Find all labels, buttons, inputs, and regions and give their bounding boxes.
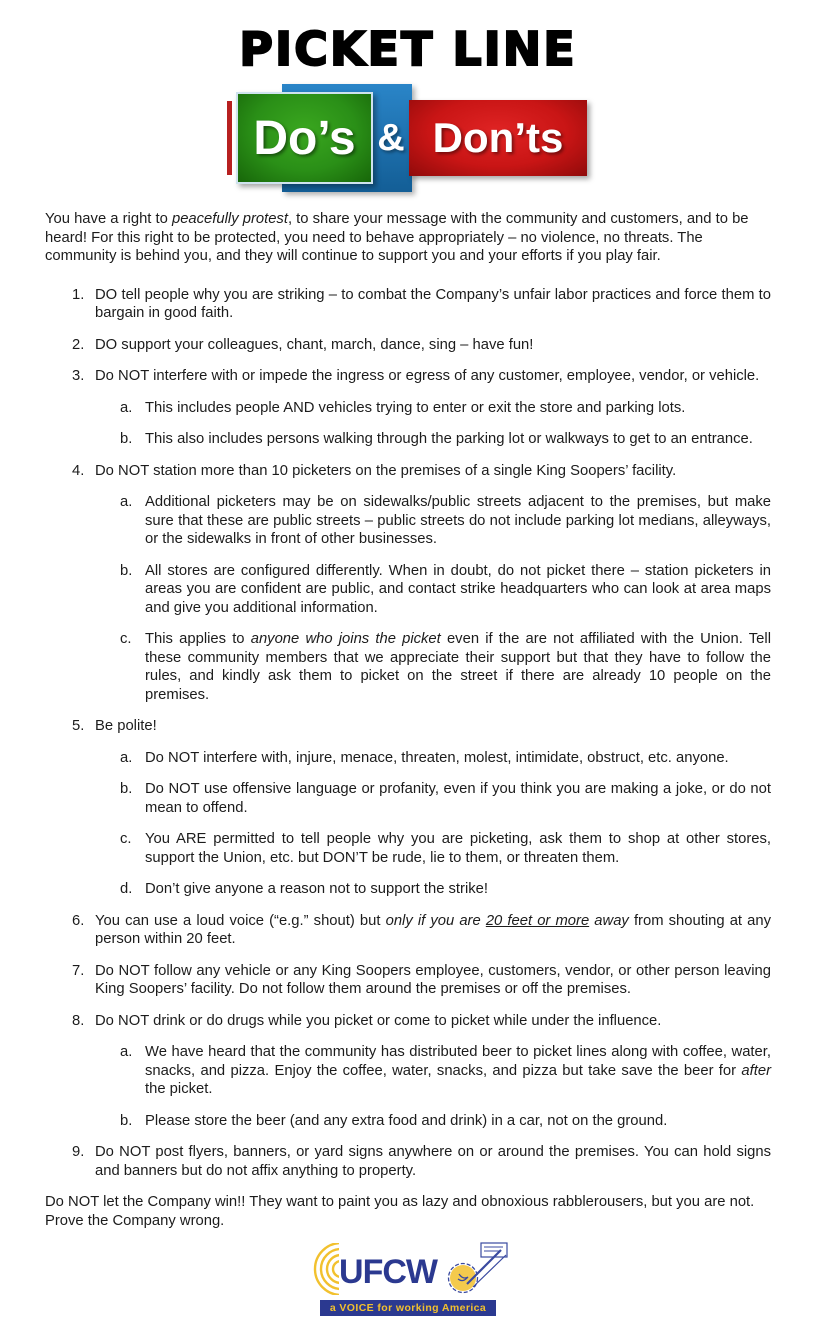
sub-letter: b. bbox=[120, 1112, 133, 1129]
dos-box bbox=[236, 92, 373, 184]
item-text: Do NOT post flyers, banners, or yard signs anywhere on or around the premises. You can hold signs and banners but do not affix anything to property. bbox=[95, 1144, 771, 1179]
item-text: Do NOT follow any vehicle or any King Soopers employee, customers, vendor, or other person leaving King Soopers’ facility. Do not follow them around the premises or off the premises. bbox=[95, 962, 771, 997]
sub-text: Additional picketers may be on sidewalks/public streets adjacent to the premises, but make sure that these are public streets – public streets do not include parking lot medians, alleyways, or the sidewalks in front of other businesses. bbox=[145, 494, 771, 547]
sub-letter: a. bbox=[120, 1044, 133, 1060]
closing-paragraph: Do NOT let the Company win!! They want to paint you as lazy and obnoxious rabblerousers, but you are not. Prove the Company wrong. bbox=[45, 1194, 755, 1229]
sub-text: Don’t give anyone a reason not to support the strike! bbox=[145, 881, 489, 897]
sub-letter: b. bbox=[120, 562, 133, 579]
sub-item bbox=[45, 1043, 771, 1099]
sub-item bbox=[45, 880, 771, 899]
page-title: PICKET LINE bbox=[239, 22, 577, 76]
list-item bbox=[45, 717, 771, 736]
list-item bbox=[45, 462, 771, 481]
donts-box bbox=[409, 100, 587, 176]
sub-item bbox=[45, 399, 771, 418]
sub-text: You ARE permitted to tell people why you are picketing, ask them to shop at other stores, support the Union, etc. but DON’T be rude, lie to them, or threaten them. bbox=[145, 831, 771, 866]
sub-text: This also includes persons walking through the parking lot or walkways to get to an entrance. bbox=[145, 431, 753, 447]
ufcw-logo-row bbox=[301, 1240, 515, 1303]
sub-text: All stores are configured differently. When in doubt, do not picket there – station picketers in areas you are confident are public, and contact strike headquarters who can look at area maps and give you additional information. bbox=[145, 562, 771, 616]
sub-letter: c. bbox=[120, 631, 132, 647]
item-number: 9. bbox=[72, 1144, 85, 1160]
item-number: 4. bbox=[72, 462, 85, 479]
sub-letter: a. bbox=[120, 494, 133, 510]
list-item bbox=[45, 962, 771, 999]
ufcw-tagline: a VOICE for working America bbox=[320, 1300, 496, 1316]
sub-item bbox=[45, 749, 771, 768]
intro-paragraph: You have a right to peacefully protest, to share your message with the community and customers, and to be heard! For this right to be protected, you need to behave appropriately – no violence, no threats. The community is behind you, and they will continue to support you and your efforts if you play fair. bbox=[45, 211, 749, 264]
item-text: Be polite! bbox=[95, 718, 157, 734]
item-text: DO tell people why you are striking – to combat the Company’s unfair labor practices and force them to bargain in good faith. bbox=[95, 286, 771, 321]
item-number: 2. bbox=[72, 336, 85, 353]
sub-text: This includes people AND vehicles trying to enter or exit the store and parking lots. bbox=[145, 399, 686, 416]
list-item bbox=[45, 1143, 771, 1180]
sub-letter: b. bbox=[120, 781, 133, 797]
sub-letter: c. bbox=[120, 831, 132, 847]
sub-text: Do NOT use offensive language or profanity, even if you think you are making a joke, or do not mean to offend. bbox=[145, 781, 771, 816]
item-number: 6. bbox=[72, 912, 85, 929]
dos-donts-banner bbox=[227, 84, 589, 196]
sub-text: Please store the beer (and any extra food and drink) in a car, not on the ground. bbox=[145, 1112, 668, 1129]
item-number: 5. bbox=[72, 718, 85, 734]
item-text: Do NOT drink or do drugs while you picket or come to picket while under the influence. bbox=[95, 1012, 662, 1029]
item-text: You can use a loud voice (“e.g.” shout) but only if you are 20 feet or more away from shouting at any person within 20 feet. bbox=[95, 912, 772, 947]
sub-letter: b. bbox=[120, 431, 133, 447]
item-number: 7. bbox=[72, 962, 85, 979]
sub-letter: a. bbox=[120, 399, 133, 416]
sub-item bbox=[45, 630, 771, 704]
sub-item bbox=[45, 1112, 771, 1131]
donts-label: Don’ts bbox=[432, 114, 564, 161]
item-number: 3. bbox=[72, 368, 85, 384]
sub-item bbox=[45, 493, 771, 549]
radiating-arcs-icon bbox=[301, 1243, 339, 1300]
item-number: 8. bbox=[72, 1012, 85, 1029]
item-text: Do NOT station more than 10 picketers on the premises of a single King Soopers’ facility. bbox=[95, 462, 677, 479]
list-item bbox=[45, 367, 771, 386]
ampersand-label: & bbox=[377, 116, 405, 159]
sub-text: We have heard that the community has distributed beer to picket lines along with coffee, water, snacks, and pizza. Enjoy the coffee, water, snacks, and pizza but take save the beer for after the picket. bbox=[145, 1044, 771, 1097]
item-text: Do NOT interfere with or impede the ingress or egress of any customer, employee, vendor, or vehicle. bbox=[95, 368, 760, 384]
item-text: DO support your colleagues, chant, march, dance, sing – have fun! bbox=[95, 336, 534, 353]
rules-list bbox=[45, 286, 771, 1181]
red-accent-bar bbox=[227, 101, 232, 175]
list-item bbox=[45, 912, 771, 949]
sub-item bbox=[45, 430, 771, 449]
hand-pencil-illustration-icon bbox=[437, 1240, 515, 1303]
item-number: 1. bbox=[72, 286, 85, 303]
sub-letter: a. bbox=[120, 749, 133, 766]
sub-text: This applies to anyone who joins the picket even if the are not affiliated with the Union. Tell these community members that we appreciate their support but that they have to follow the rules, and kindly ask them to picket on the street if there are already 10 people on the premises. bbox=[145, 631, 771, 703]
list-item bbox=[45, 336, 771, 355]
list-item bbox=[45, 1012, 771, 1031]
sub-item bbox=[45, 562, 771, 618]
ufcw-logo bbox=[45, 1240, 771, 1316]
dos-label: Do’s bbox=[253, 111, 356, 165]
sub-letter: d. bbox=[120, 881, 133, 897]
sub-item bbox=[45, 830, 771, 867]
sub-item bbox=[45, 780, 771, 817]
ufcw-acronym: UFCW bbox=[339, 1252, 437, 1291]
list-item bbox=[45, 286, 771, 323]
sub-text: Do NOT interfere with, injure, menace, threaten, molest, intimidate, obstruct, etc. anyone. bbox=[145, 749, 729, 766]
